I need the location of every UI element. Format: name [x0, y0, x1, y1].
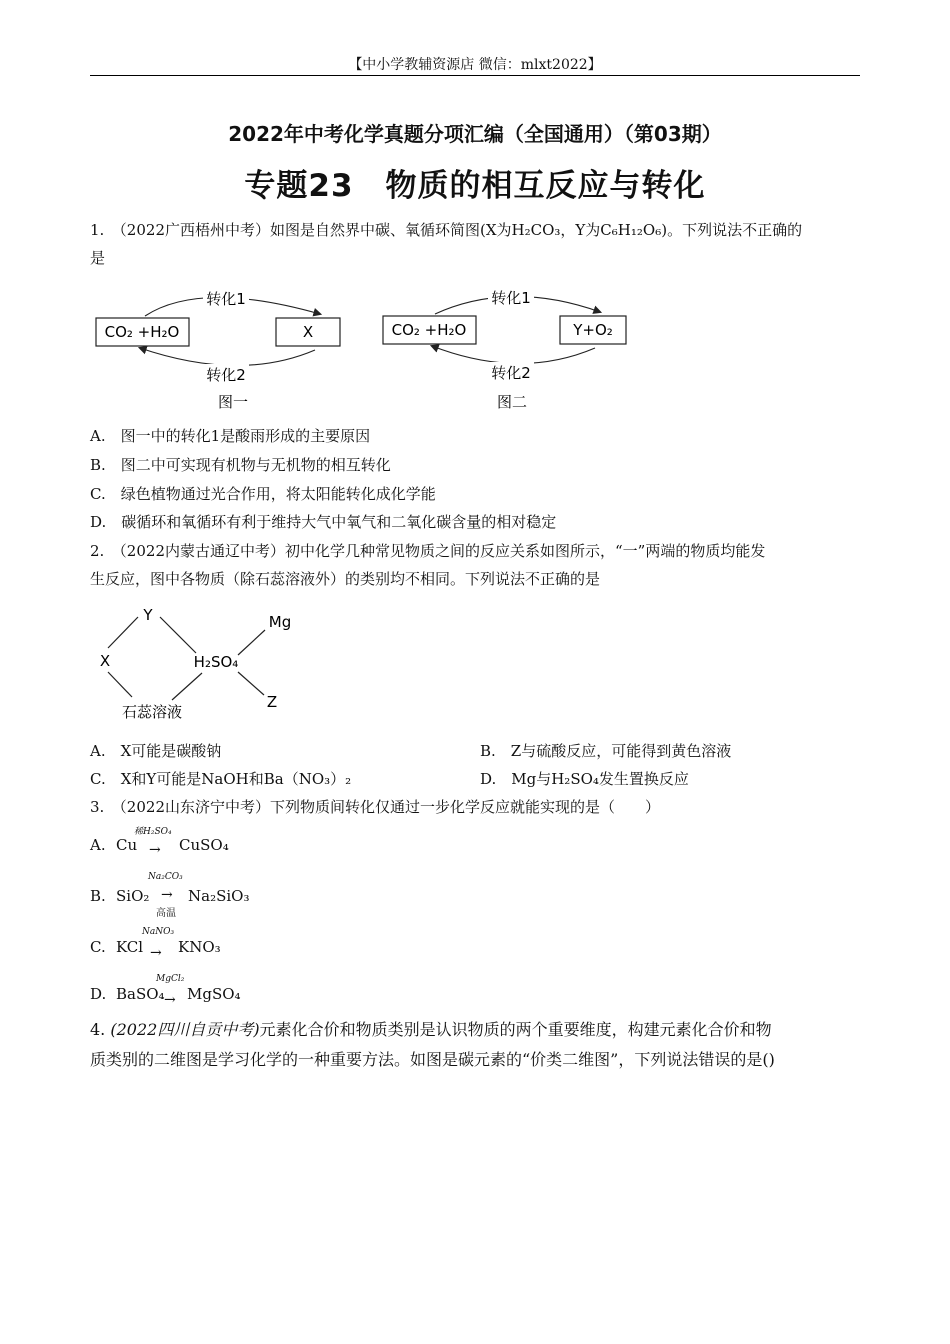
- option-b-label: B.: [90, 887, 106, 905]
- header-divider: [90, 75, 860, 76]
- q4-stem-text: 元素化合价和物质类别是认识物质的两个重要维度，构建元素化合价和物: [259, 1020, 772, 1039]
- q4-stem-line2: 质类别的二维图是学习化学的一种重要方法。如图是碳元素的“价类二维图”，下列说法错误的是(): [90, 1050, 775, 1069]
- q2-reaction-diagram: [90, 600, 310, 730]
- q2-stem-line2: 生反应，图中各物质（除石蕊溶液外）的类别均不相同。下列说法不正确的是: [90, 570, 601, 588]
- option-a-arrow: →: [149, 842, 161, 858]
- figure-2: [383, 287, 626, 411]
- fig2-right-label: Y+O₂: [573, 321, 613, 339]
- q1-stem-line1: 1. （2022广西梧州中考）如图是自然界中碳、氧循环简图(X为H₂CO₃，Y为C₆H₁₂O₆)。下列说法不正确的: [90, 221, 803, 239]
- option-d-reagent: MgCl₂: [156, 974, 185, 984]
- option-d-arrow: →: [164, 992, 176, 1008]
- link-h2so4-litmus: [172, 673, 202, 700]
- node-litmus: 石蕊溶液: [121, 703, 183, 721]
- fig2-top-label: 转化1: [491, 289, 531, 307]
- option-a-label: A.: [90, 836, 106, 854]
- node-mg: Mg: [268, 613, 292, 631]
- option-c-product: KNO₃: [178, 938, 221, 956]
- option-a-product: CuSO₄: [179, 836, 229, 854]
- q4-source: (2022四川自贡中考): [110, 1020, 260, 1039]
- fig2-bottom-label: 转化2: [491, 364, 531, 382]
- q1-stem-line2: 是: [90, 249, 106, 267]
- q1-option-a: A. 图一中的转化1是酸雨形成的主要原因: [90, 427, 371, 445]
- fig2-caption: 图二: [496, 393, 528, 411]
- option-d-product: MgSO₄: [187, 985, 241, 1003]
- q1-option-c: C. 绿色植物通过光合作用，将太阳能转化成化学能: [90, 485, 436, 503]
- node-y: Y: [143, 606, 153, 624]
- option-b-reagent: Na₂CO₃: [148, 872, 183, 882]
- q2-option-d: D. Mg与H₂SO₄发生置换反应: [480, 770, 689, 788]
- q2-option-b: B. Z与硫酸反应，可能得到黄色溶液: [480, 742, 732, 760]
- q3-stem: 3. （2022山东济宁中考）下列物质间转化仅通过一步化学反应就能实现的是（ ）: [90, 798, 660, 816]
- q1-option-d: D. 碳循环和氧循环有利于维持大气中氧气和二氧化碳含量的相对稳定: [90, 513, 557, 531]
- fig1-left-label: CO₂ +H₂O: [104, 323, 180, 341]
- q3-option-c: [90, 925, 390, 965]
- option-b-reactant: SiO₂: [116, 887, 150, 905]
- header-text: 【中小学教辅资源店 微信：mlxt2022】: [348, 57, 602, 73]
- q4-number: 4.: [90, 1020, 106, 1039]
- q1-cycle-figures: [90, 284, 650, 414]
- option-c-label: C.: [90, 938, 106, 956]
- link-y-x: [108, 617, 138, 648]
- q1-option-b: B. 图二中可实现有机物与无机物的相互转化: [90, 456, 391, 474]
- option-c-reactant: KCl: [116, 938, 144, 956]
- q4-stem-line1: [90, 1020, 860, 1040]
- option-d-label: D.: [90, 985, 107, 1003]
- q2-option-c: C. X和Y可能是NaOH和Ba（NO₃）₂: [90, 770, 352, 788]
- link-h2so4-mg: [238, 630, 265, 655]
- q3-option-b: [90, 870, 390, 920]
- topic-title: 专题23 物质的相互反应与转化: [244, 168, 706, 204]
- option-a-reagent: 稀H₂SO₄: [134, 827, 172, 837]
- node-z: Z: [266, 693, 278, 711]
- fig1-right-label: X: [302, 323, 314, 341]
- fig1-top-label: 转化1: [206, 290, 246, 308]
- fig2-left-label: CO₂ +H₂O: [391, 321, 467, 339]
- q2-option-a: A. X可能是碳酸钠: [90, 742, 222, 760]
- document-title: 2022年中考化学真题分项汇编（全国通用）（第03期）: [228, 122, 722, 146]
- link-h2so4-z: [238, 672, 264, 695]
- node-x: X: [99, 652, 111, 670]
- q3-option-d: [90, 972, 390, 1012]
- option-b-arrow: →: [161, 887, 173, 903]
- q3-option-a: [90, 822, 390, 862]
- node-h2so4: H₂SO₄: [193, 653, 239, 671]
- option-a-reactant: Cu: [116, 836, 138, 854]
- option-d-reactant: BaSO₄: [116, 985, 165, 1003]
- fig1-bottom-label: 转化2: [206, 366, 246, 384]
- q2-stem-line1: 2. （2022内蒙古通辽中考）初中化学几种常见物质之间的反应关系如图所示，“一”两端的物质均能发: [90, 542, 766, 560]
- fig1-caption: 图一: [217, 393, 249, 411]
- fig1-arrow-bottom: [140, 348, 315, 366]
- link-y-h2so4: [160, 617, 196, 653]
- option-b-product: Na₂SiO₃: [188, 887, 250, 905]
- option-b-condition: 高温: [156, 908, 176, 919]
- option-c-arrow: →: [150, 945, 162, 961]
- figure-1: [96, 288, 340, 411]
- fig2-arrow-bottom: [432, 346, 595, 364]
- link-x-litmus: [108, 672, 132, 697]
- option-c-reagent: NaNO₃: [142, 927, 175, 937]
